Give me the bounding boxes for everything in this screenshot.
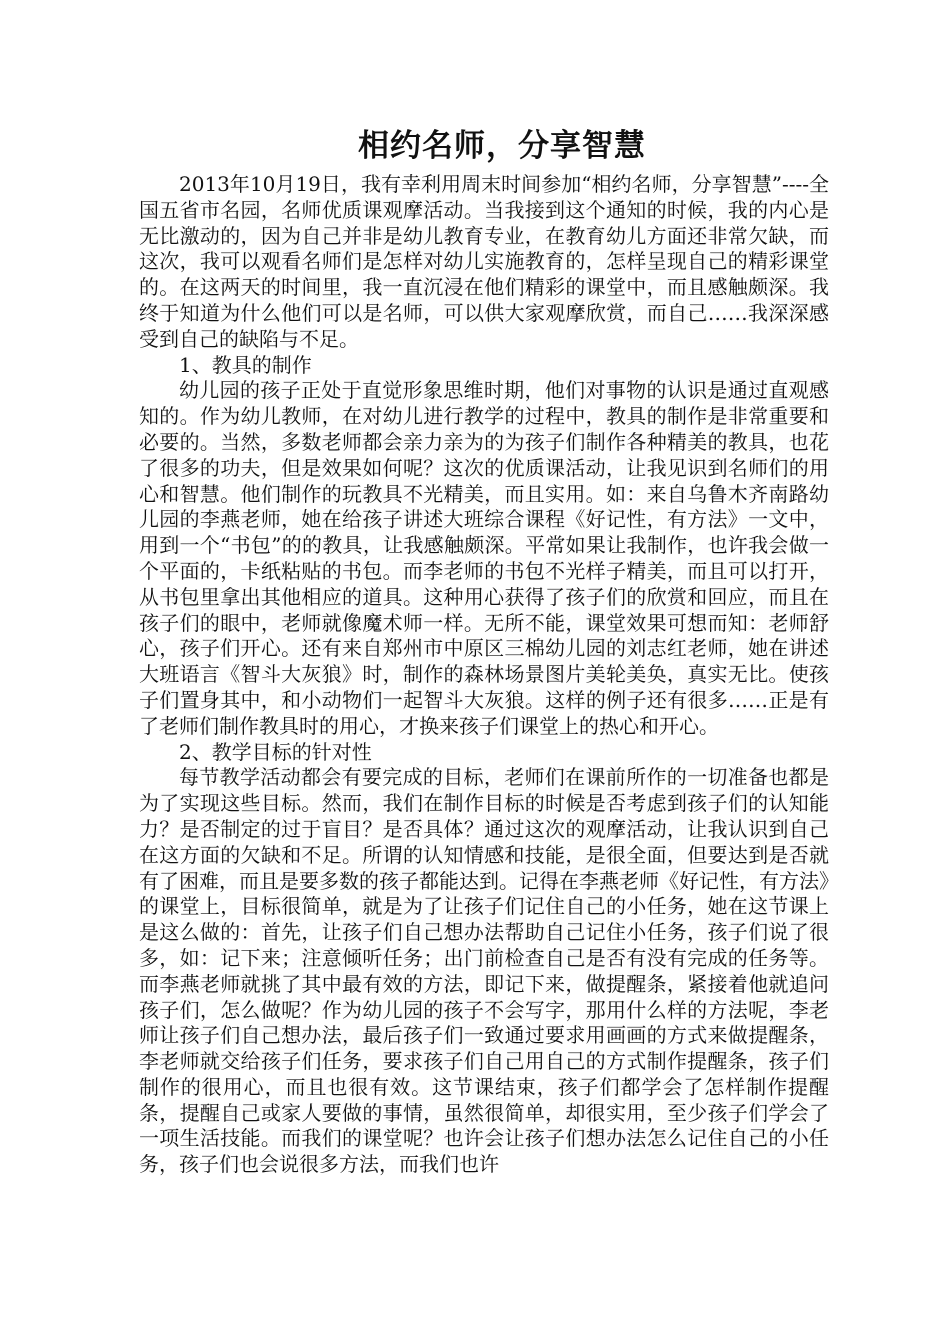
section-1-paragraph: 幼儿园的孩子正处于直觉形象思维时期，他们对事物的认识是通过直观感知的。作为幼儿教师，在对幼儿进行教学的过程中，教具的制作是非常重要和必要的。当然，多数老师都会亲力亲为的为孩子们制作各种精美的教具，也花了很多的功夫，但是效果如何呢？这次的优质课活动，让我见识到名师们的用心和智慧。他们制作的玩教具不光精美，而且实用。如：来自乌鲁木齐南路幼儿园的李燕老师，她在给孩子讲述大班综合课程《好记性，有方法》一文中，用到一个“书包”的的教具，让我感触颇深。平常如果让我制作，也许我会做一个平面的，卡纸粘贴的书包。而李老师的书包不光样子精美，而且可以打开，从书包里拿出其他相应的道具。这种用心获得了孩子们的欣赏和回应，而且在孩子们的眼中，老师就像魔术师一样。无所不能，课堂效果可想而知：老师舒心，孩子们开心。还有来自郑州市中原区三棉幼儿园的刘志红老师，她在讲述大班语言《智斗大灰狼》时，制作的森林场景图片美轮美奂，真实无比。使孩子们置身其中，和小动物们一起智斗大灰狼。这样的例子还有很多……正是有了老师们制作教具时的用心，才换来孩子们课堂上的热心和开心。	[139, 378, 829, 738]
intro-paragraph: 2013年10月19日，我有幸利用周末时间参加“相约名师，分享智慧”----全国五省市名园，名师优质课观摩活动。当我接到这个通知的时候，我的内心是无比激动的，因为自己并非是幼儿教育专业，在教育幼儿方面还非常欠缺，而这次，我可以观看名师们是怎样对幼儿实施教育的，怎样呈现自己的精彩课堂的。在这两天的时间里，我一直沉浸在他们精彩的课堂中，而且感触颇深。我终于知道为什么他们可以是名师，可以供大家观摩欣赏，而自己……我深深感受到自己的缺陷与不足。	[139, 172, 829, 351]
document-title: 相约名师，分享智慧	[358, 128, 646, 164]
section-1-heading: 1、教具的制作	[179, 352, 312, 377]
section-2-heading: 2、教学目标的针对性	[179, 739, 372, 764]
document-page	[139, 124, 829, 1178]
section-2-paragraph: 每节教学活动都会有要完成的目标，老师们在课前所作的一切准备也都是为了实现这些目标。然而，我们在制作目标的时候是否考虑到孩子们的认知能力？是否制定的过于盲目？是否具体？通过这次的观摩活动，让我认识到自己在这方面的欠缺和不足。所谓的认知情感和技能，是很全面，但要达到是否就有了困难，而且是要多数的孩子都能达到。记得在李燕老师《好记性，有方法》的课堂上，目标很简单，就是为了让孩子们记住自己的小任务，她在这节课上是这么做的：首先，让孩子们自己想办法帮助自己记住小任务，孩子们说了很多，如：记下来；注意倾听任务；出门前检查自己是否有没有完成的任务等。而李燕老师就挑了其中最有效的方法，即记下来，做提醒条，紧接着他就追问孩子们，怎么做呢？作为幼儿园的孩子不会写字，那用什么样的方法呢，李老师让孩子们自己想办法，最后孩子们一致通过要求用画画的方式来做提醒条，李老师就交给孩子们任务，要求孩子们自己用自己的方式制作提醒条，孩子们制作的很用心，而且也很有效。这节课结束，孩子们都学会了怎样制作提醒条，提醒自己或家人要做的事情，虽然很简单，却很实用，至少孩子们学会了一项生活技能。而我们的课堂呢？也许会让孩子们想办法怎么记住自己的小任务，孩子们也会说很多方法，而我们也许	[139, 765, 829, 1177]
